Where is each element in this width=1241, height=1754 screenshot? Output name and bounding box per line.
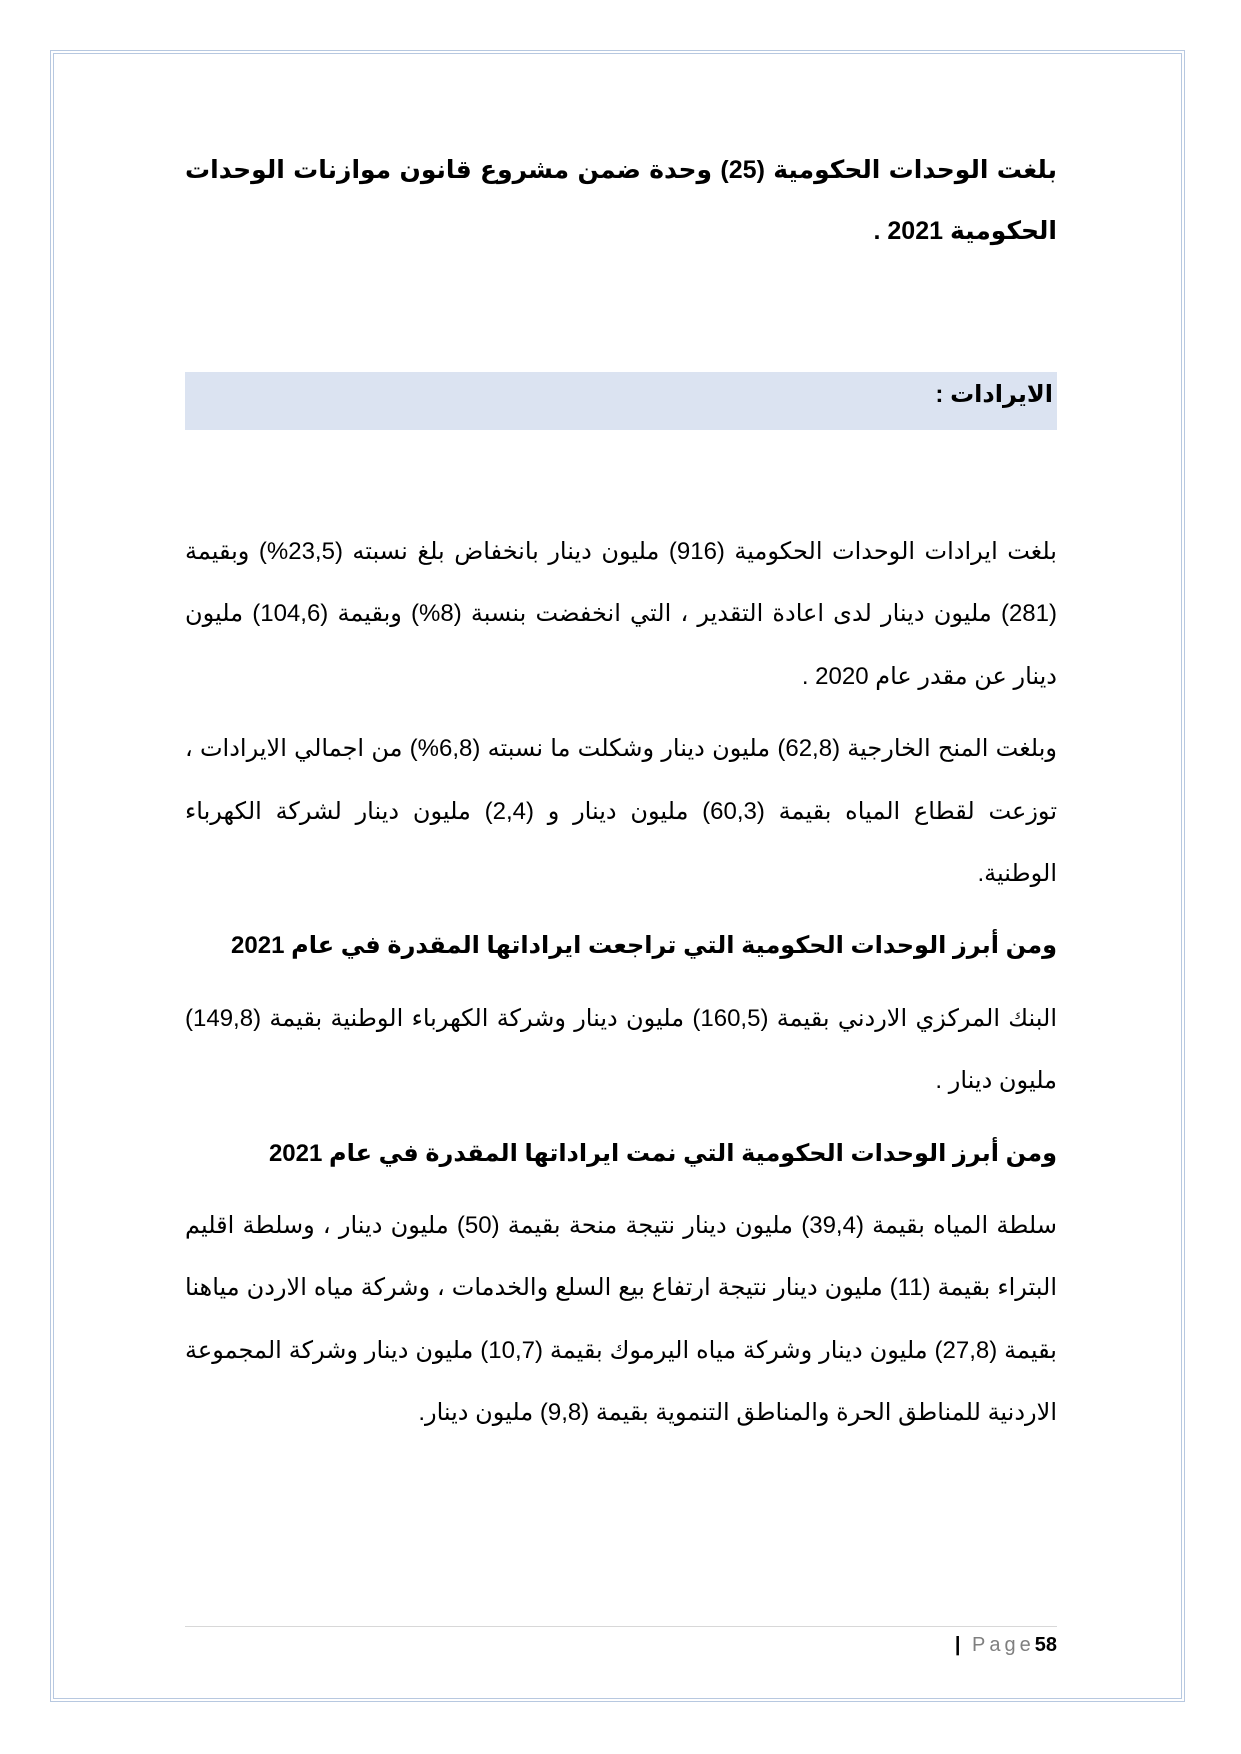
paragraph-external-grants: وبلغت المنح الخارجية (62,8) مليون دينار وشكلت ما نسبته (6,8%) من اجمالي الايرادات ، توزعت لقطاع المياه بقيمة (60,3) مليون دينار و (2,4) مليون دينار لشركة الكهرباء الوطنية.	[185, 735, 1058, 887]
subheading-grown-revenues: ومن أبرز الوحدات الحكومية التي نمت ايراداتها المقدرة في عام 2021	[268, 1139, 1057, 1167]
footer-divider	[185, 1626, 1057, 1627]
section-title: الايرادات :	[935, 381, 1053, 408]
subheading-declined-revenues: ومن أبرز الوحدات الحكومية التي تراجعت ايراداتها المقدرة في عام 2021	[231, 932, 1057, 960]
intro-paragraph: بلغت الوحدات الحكومية (25) وحدة ضمن مشروع قانون موازنات الوحدات الحكومية 2021 .	[185, 156, 1057, 245]
page-number: 58	[1034, 1634, 1057, 1656]
page-label: Page	[972, 1634, 1035, 1656]
body-text	[185, 521, 1057, 1454]
page-number-footer	[941, 1634, 1057, 1657]
footer-separator: |	[954, 1634, 961, 1656]
paragraph-revenues: بلغت ايرادات الوحدات الحكومية (916) مليون دينار بانخفاض بلغ نسبته (23,5%) وبقيمة (281) مليون دينار لدى اعادة التقدير ، التي انخفضت بنسبة (8%) وبقيمة (104,6) مليون دينار عن مقدر عام 2020 .	[185, 538, 1057, 690]
paragraph-declined-units: البنك المركزي الاردني بقيمة (160,5) مليون دينار وشركة الكهرباء الوطنية بقيمة (149,8) مليون دينار .	[185, 1004, 1057, 1095]
paragraph-grown-units: سلطة المياه بقيمة (39,4) مليون دينار نتيجة منحة بقيمة (50) مليون دينار ، وسلطة اقليم البتراء بقيمة (11) مليون دينار نتيجة ارتفاع بيع السلع والخدمات ، وشركة مياه الاردن مياهنا بقيمة (27,8) مليون دينار وشركة مياه اليرموك بقيمة (10,7) مليون دينار وشركة المجموعة الاردنية للمناطق الحرة والمناطق التنموية بقيمة (9,8) مليون دينار.	[185, 1211, 1057, 1427]
section-header-revenues	[185, 372, 1057, 430]
